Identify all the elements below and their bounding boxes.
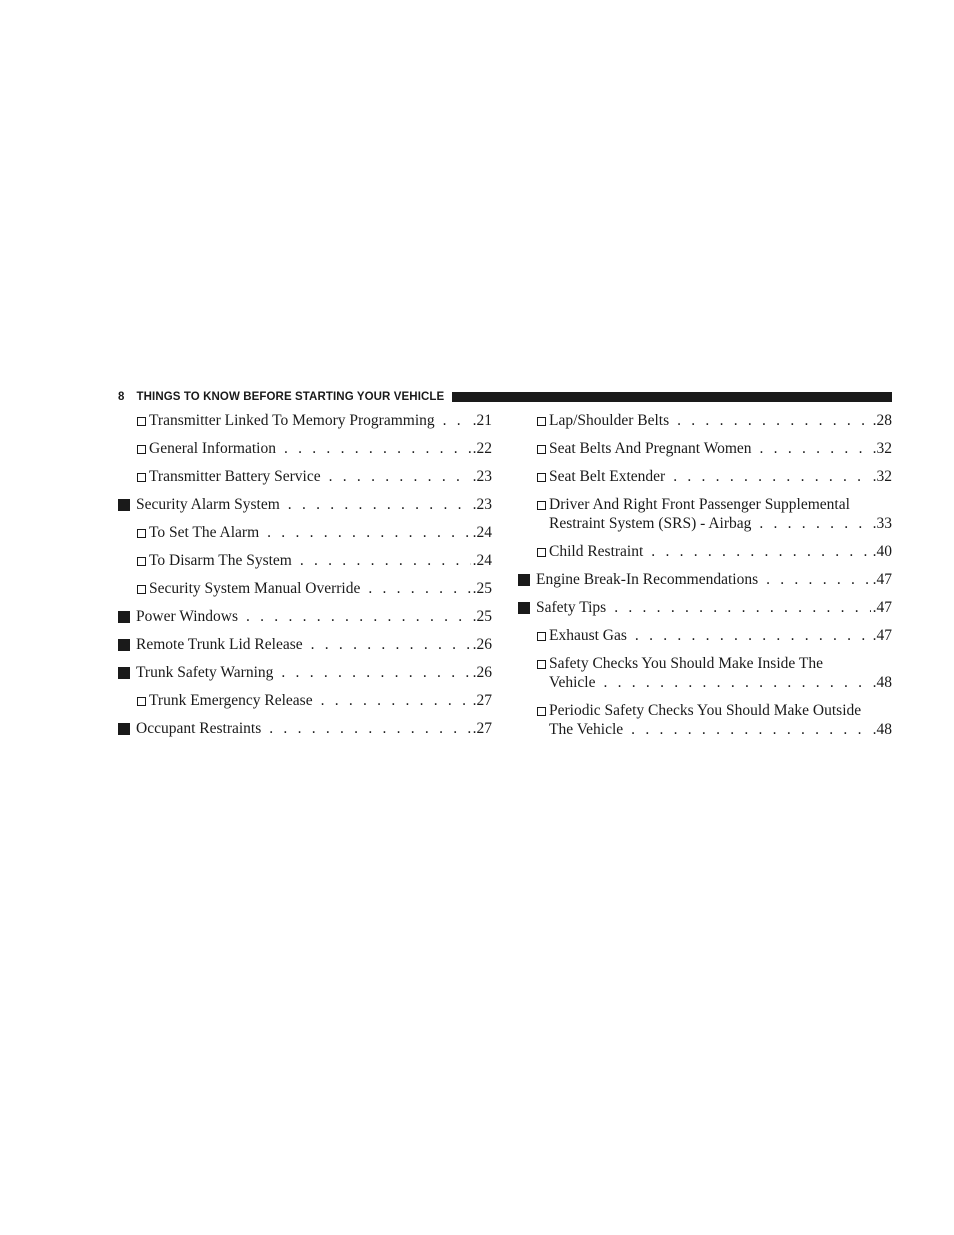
hollow-square-bullet-icon (537, 501, 546, 510)
toc-entry (118, 719, 492, 738)
toc-entry (118, 579, 492, 598)
toc-entry-title: Vehicle (549, 674, 596, 691)
toc-entry (518, 626, 892, 645)
toc-entry (518, 467, 892, 486)
toc-entry-title: To Disarm The System (149, 552, 292, 569)
toc-entry-title: Lap/Shoulder Belts (549, 412, 670, 429)
dot-leader (267, 523, 470, 542)
toc-entry-title: Seat Belt Extender (549, 468, 666, 485)
toc-page-number: .26 (472, 636, 492, 653)
toc-entry (118, 495, 492, 514)
filled-square-bullet-icon (118, 667, 130, 679)
toc-page-number: .32 (872, 468, 892, 485)
toc-entry (118, 663, 492, 682)
toc-page-number: .33 (872, 515, 892, 532)
toc-page-number: .47 (872, 627, 892, 644)
toc-page-number: .26 (472, 664, 492, 681)
dot-leader (443, 411, 471, 430)
dot-leader (269, 719, 470, 738)
toc-page-number: .28 (872, 412, 892, 429)
toc-entry-title: Safety Checks You Should Make Inside The (549, 655, 823, 672)
hollow-square-bullet-icon (537, 707, 546, 716)
filled-square-bullet-icon (118, 611, 130, 623)
toc-entry-title: Seat Belts And Pregnant Women (549, 440, 752, 457)
toc-entry-title: Trunk Emergency Release (149, 692, 313, 709)
hollow-square-bullet-icon (537, 417, 546, 426)
dot-leader (759, 514, 870, 533)
toc-entry (518, 411, 892, 430)
page-header (118, 389, 892, 405)
toc-entry-title: Security Alarm System (136, 496, 280, 513)
toc-entry-title: Safety Tips (536, 599, 607, 616)
toc-entry (118, 551, 492, 570)
toc-entry (118, 691, 492, 710)
toc-entry (518, 439, 892, 458)
hollow-square-bullet-icon (137, 529, 146, 538)
dot-leader (284, 439, 471, 458)
page-number: 8 (118, 391, 125, 403)
toc-entry-title: Exhaust Gas (549, 627, 627, 644)
chapter-title: THINGS TO KNOW BEFORE STARTING YOUR VEHICLE (136, 391, 445, 403)
dot-leader (311, 635, 471, 654)
toc-entry-title: Power Windows (136, 608, 238, 625)
toc-entry-title: Trunk Safety Warning (136, 664, 274, 681)
toc-page-number: .25 (472, 580, 492, 597)
toc-entry-title: Occupant Restraints (136, 720, 262, 737)
dot-leader (329, 467, 471, 486)
toc-entry-title: Security System Manual Override (149, 580, 361, 597)
toc-page-number: .48 (872, 721, 892, 738)
toc-entry-title: Driver And Right Front Passenger Supplemental (549, 496, 850, 513)
toc-page-number: .48 (872, 674, 892, 691)
dot-leader (368, 579, 470, 598)
dot-leader (246, 607, 471, 626)
toc-page-number: .47 (872, 571, 892, 588)
toc-entry (518, 701, 892, 739)
toc-page-number: .47 (872, 599, 892, 616)
dot-leader (321, 691, 471, 710)
toc-entry-title: Transmitter Linked To Memory Programming (149, 412, 435, 429)
toc-page-number: .27 (472, 692, 492, 709)
hollow-square-bullet-icon (537, 548, 546, 557)
toc-page-number: .23 (472, 468, 492, 485)
filled-square-bullet-icon (518, 602, 530, 614)
toc-entry-title: Engine Break-In Recommendations (536, 571, 759, 588)
toc-page-number: .32 (872, 440, 892, 457)
hollow-square-bullet-icon (537, 660, 546, 669)
hollow-square-bullet-icon (537, 632, 546, 641)
dot-leader (766, 570, 871, 589)
toc-entry-title: To Set The Alarm (149, 524, 260, 541)
filled-square-bullet-icon (118, 639, 130, 651)
toc-entry (118, 439, 492, 458)
dot-leader (673, 467, 870, 486)
toc-entry-title: Remote Trunk Lid Release (136, 636, 303, 653)
header-rule (452, 392, 892, 402)
dot-leader (281, 663, 470, 682)
hollow-square-bullet-icon (137, 697, 146, 706)
filled-square-bullet-icon (118, 499, 130, 511)
toc-entry (518, 495, 892, 533)
dot-leader (677, 411, 871, 430)
dot-leader (635, 626, 871, 645)
filled-square-bullet-icon (518, 574, 530, 586)
hollow-square-bullet-icon (537, 445, 546, 454)
dot-leader (760, 439, 871, 458)
toc-page-number: .40 (872, 543, 892, 560)
toc-entry (518, 598, 892, 617)
toc-entry-title: Child Restraint (549, 543, 644, 560)
toc-page-number: .24 (472, 524, 492, 541)
toc-entry-title: General Information (149, 440, 276, 457)
toc-page-number: .22 (472, 440, 492, 457)
toc-entry (118, 635, 492, 654)
toc-entry-title: Transmitter Battery Service (149, 468, 321, 485)
toc-entry (518, 570, 892, 589)
dot-leader (614, 598, 870, 617)
toc-page-number: .25 (472, 608, 492, 625)
toc-entry-title: The Vehicle (549, 721, 624, 738)
dot-leader (651, 542, 870, 561)
toc-entry (118, 411, 492, 430)
toc-entry (118, 467, 492, 486)
dot-leader (288, 495, 471, 514)
toc-right-column (518, 411, 892, 748)
toc-entry-title: Restraint System (SRS) - Airbag (549, 515, 752, 532)
toc-entry-title: Periodic Safety Checks You Should Make Outside (549, 702, 862, 719)
toc-entry (118, 607, 492, 626)
toc-page-number: .21 (472, 412, 492, 429)
hollow-square-bullet-icon (137, 585, 146, 594)
toc-page-number: .24 (472, 552, 492, 569)
hollow-square-bullet-icon (137, 557, 146, 566)
toc-page-number: .27 (472, 720, 492, 737)
dot-leader (631, 720, 870, 739)
hollow-square-bullet-icon (537, 473, 546, 482)
toc-entry (518, 542, 892, 561)
hollow-square-bullet-icon (137, 417, 146, 426)
toc-entry (118, 523, 492, 542)
hollow-square-bullet-icon (137, 445, 146, 454)
toc-entry (518, 654, 892, 692)
dot-leader (603, 673, 870, 692)
toc-page-number: .23 (472, 496, 492, 513)
dot-leader (300, 551, 471, 570)
hollow-square-bullet-icon (137, 473, 146, 482)
filled-square-bullet-icon (118, 723, 130, 735)
toc-left-column (118, 411, 492, 747)
